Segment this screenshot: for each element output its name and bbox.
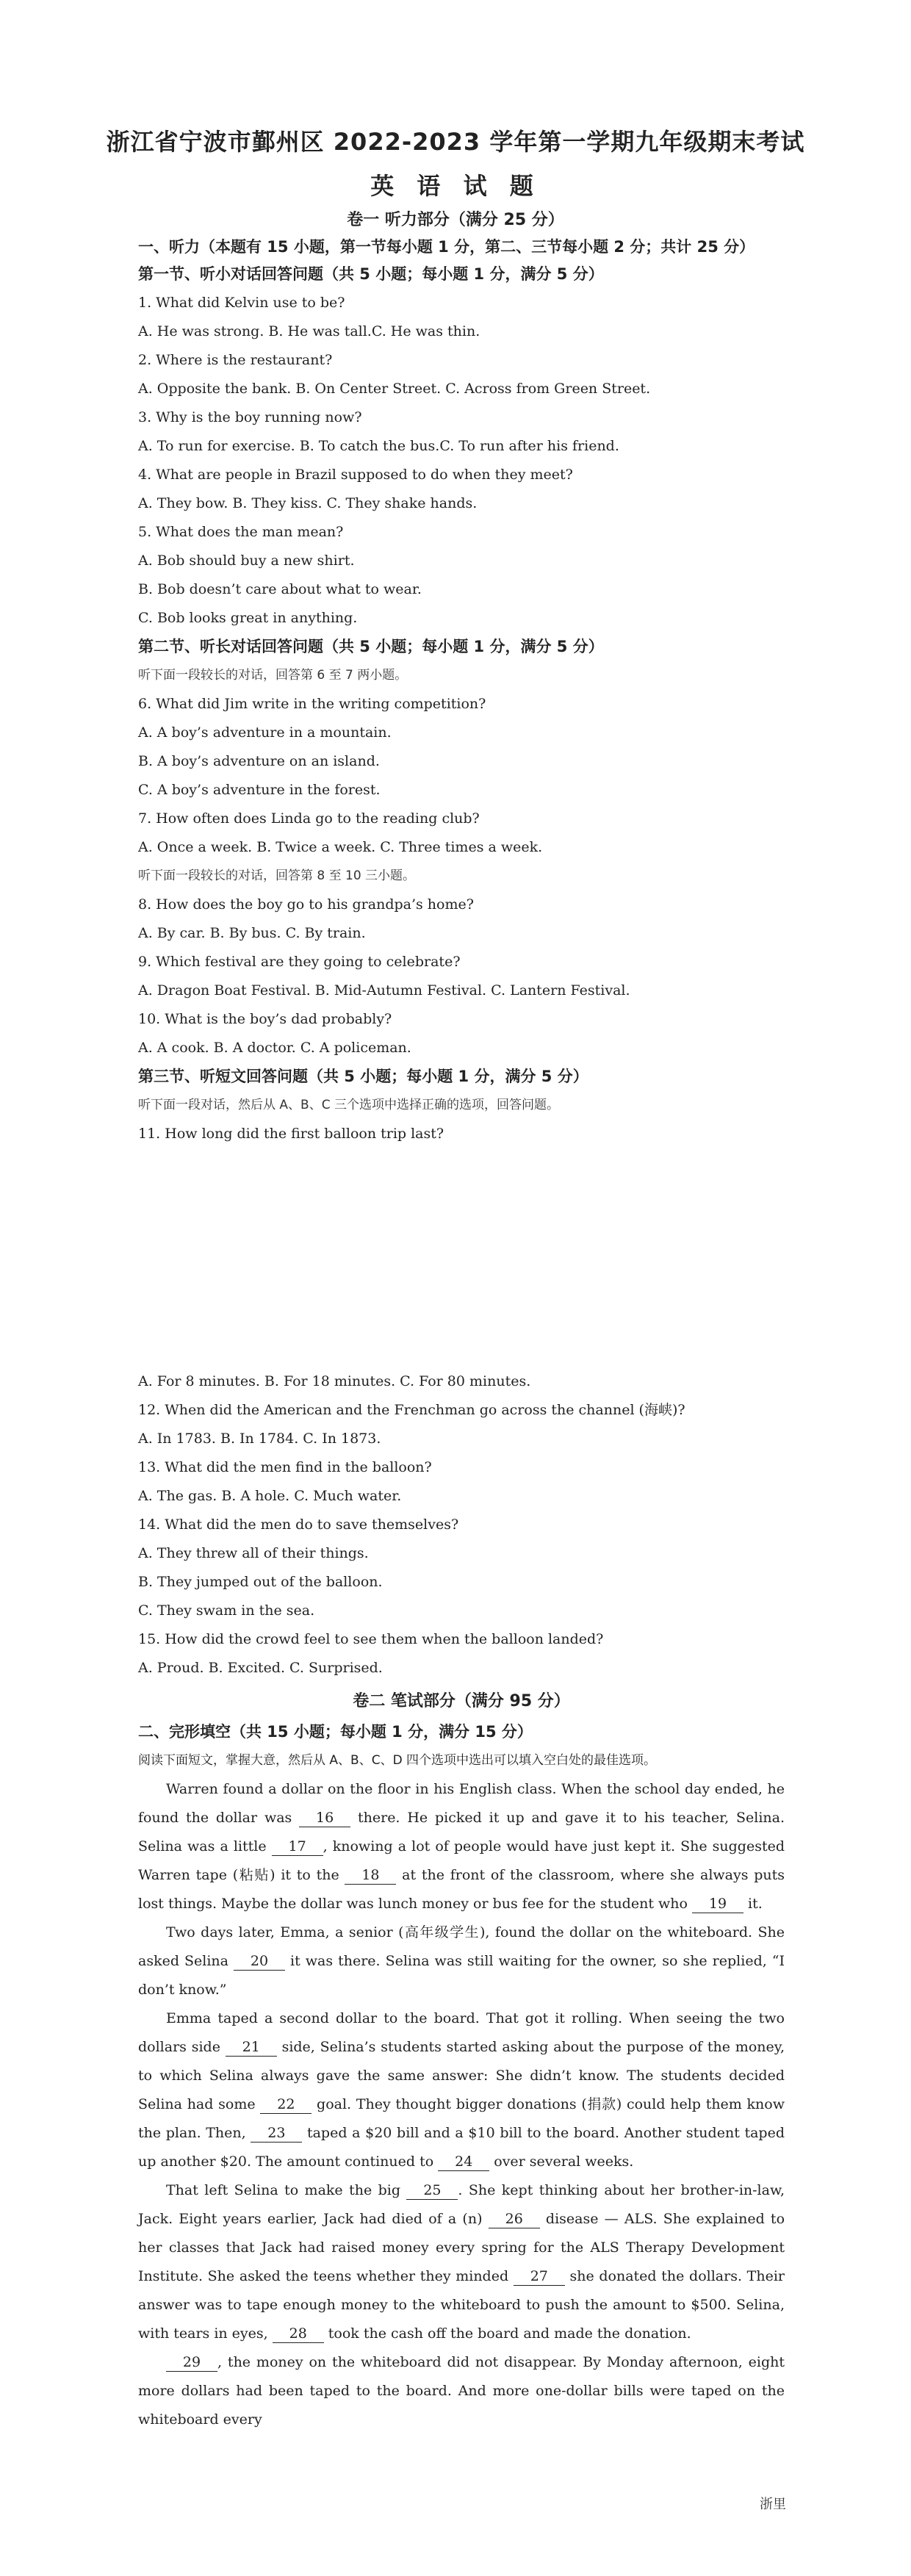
- listening-section-title: 一、听力（本题有 15 小题，第一节每小题 1 分，第二、三节每小题 2 分；共计 25 分）: [138, 238, 755, 256]
- cloze-text: there. He picked it up and gave it to his teacher, Selina. Selina was a little: [138, 1810, 785, 1854]
- listening-s3-list: [138, 1367, 785, 1683]
- cloze-text: Two days later, Emma, a senior (高年级学生), found the dollar on the whiteboard. She asked Selina: [138, 1924, 785, 1969]
- question-line: A. A boy’s adventure in a mountain.: [138, 724, 392, 741]
- question-line: 6. What did Jim write in the writing competition?: [138, 696, 486, 712]
- cloze-blank: 28: [273, 2325, 324, 2343]
- cloze-blank: 24: [438, 2153, 489, 2171]
- cloze-section-title: 二、完形填空（共 15 小题；每小题 1 分，满分 15 分）: [138, 1723, 533, 1741]
- listening-s2a-list: [138, 690, 785, 862]
- question-line: C. A boy’s adventure in the forest.: [138, 782, 381, 798]
- question-line: 15. How did the crowd feel to see them when the balloon landed?: [138, 1631, 604, 1647]
- cloze-blank: 23: [251, 2124, 302, 2143]
- part-two-heading: 卷二 笔试部分（满分 95 分）: [353, 1692, 570, 1710]
- cloze-text: she donated the dollars. Their answer was to tape enough money to the whiteboard to push the amount to $500. Selina, with tears in eyes,: [138, 2268, 785, 2342]
- listening-s1-title: 第一节、听小对话回答问题（共 5 小题；每小题 1 分，满分 5 分）: [138, 265, 604, 283]
- cloze-text: . She kept thinking about her brother-in-law, Jack. Eight years earlier, Jack had died of a (n): [138, 2182, 785, 2227]
- cloze-blank: 22: [260, 2095, 312, 2114]
- cloze-text: , the money on the whiteboard did not disappear. By Monday afternoon, eight more dollars had been taped to the board. And more one-dollar bills were taped on the whiteboard every: [138, 2354, 785, 2428]
- question-11: 11. How long did the first balloon trip last?: [138, 1126, 444, 1142]
- cloze-text: side, Selina’s students started asking about the purpose of the money, to which Selina always gave the same answer: She didn’t know. The students decided Selina had some: [138, 2039, 785, 2112]
- question-line: A. Proud. B. Excited. C. Surprised.: [138, 1660, 383, 1676]
- question-line: 3. Why is the boy running now?: [138, 409, 362, 425]
- listening-s1-list: [138, 289, 785, 633]
- cloze-paragraph-4: [138, 2176, 785, 2348]
- cloze-blank: 17: [272, 1838, 323, 1856]
- question-line: 10. What is the boy’s dad probably?: [138, 1011, 392, 1027]
- question-line: 12. When did the American and the Frenchman go across the channel (海峡)?: [138, 1402, 685, 1418]
- question-line: 9. Which festival are they going to celebrate?: [138, 954, 461, 970]
- listening-s2-note-2: 听下面一段较长的对话，回答第 8 至 10 三小题。: [138, 868, 416, 883]
- cloze-text: Emma taped a second dollar to the board. That got it rolling. When seeing the two dollars side: [138, 2010, 785, 2055]
- listening-s2b-list: [138, 891, 785, 1062]
- cloze-blank: 20: [234, 1952, 285, 1971]
- cloze-text: took the cash off the board and made the donation.: [323, 2325, 691, 2342]
- exam-title: 浙江省宁波市鄞州区 2022-2023 学年第一学期九年级期末考试: [106, 128, 805, 156]
- question-line: A. Once a week. B. Twice a week. C. Three times a week.: [138, 839, 543, 855]
- question-line: 1. What did Kelvin use to be?: [138, 295, 345, 311]
- cloze-text: , knowing a lot of people would have just kept it. She suggested Warren tape (粘贴) it to the: [138, 1838, 785, 1883]
- question-line: A. By car. B. By bus. C. By train.: [138, 925, 366, 941]
- exam-content: [138, 234, 785, 2434]
- cloze-text: That left Selina to make the big: [166, 2182, 407, 2198]
- listening-s3-note: 听下面一段对话，然后从 A、B、C 三个选项中选择正确的选项，回答问题。: [138, 1098, 559, 1112]
- question-line: 4. What are people in Brazil supposed to do when they meet?: [138, 467, 573, 483]
- question-line: A. Opposite the bank. B. On Center Street. C. Across from Green Street.: [138, 381, 651, 397]
- question-line: A. For 8 minutes. B. For 18 minutes. C. For 80 minutes.: [138, 1373, 531, 1389]
- question-line: 14. What did the men do to save themselves?: [138, 1517, 459, 1533]
- cloze-blank: 27: [514, 2267, 565, 2286]
- question-line: B. A boy’s adventure on an island.: [138, 753, 380, 769]
- cloze-text: over several weeks.: [489, 2154, 634, 2170]
- question-line: B. They jumped out of the balloon.: [138, 1574, 383, 1590]
- question-line: A. Dragon Boat Festival. B. Mid-Autumn Festival. C. Lantern Festival.: [138, 982, 630, 999]
- cloze-blank: 21: [226, 2038, 277, 2057]
- listening-s2-title: 第二节、听长对话回答问题（共 5 小题；每小题 1 分，满分 5 分）: [138, 638, 604, 655]
- question-line: A. He was strong. B. He was tall.C. He was thin.: [138, 323, 480, 339]
- question-line: 7. How often does Linda go to the reading club?: [138, 810, 480, 827]
- cloze-instruction: 阅读下面短文，掌握大意，然后从 A、B、C、D 四个选项中选出可以填入空白处的最佳选项。: [138, 1753, 657, 1768]
- cloze-blank: 26: [489, 2210, 540, 2228]
- part-one-heading: 卷一 听力部分（满分 25 分）: [347, 211, 564, 229]
- listening-s3-title: 第三节、听短文回答问题（共 5 小题；每小题 1 分，满分 5 分）: [138, 1068, 588, 1085]
- cloze-blank: 19: [692, 1895, 743, 1913]
- question-line: A. The gas. B. A hole. C. Much water.: [138, 1488, 402, 1504]
- cloze-paragraph-1: [138, 1775, 785, 1918]
- blank-space: [138, 1148, 785, 1367]
- question-line: A. A cook. B. A doctor. C. A policeman.: [138, 1040, 411, 1056]
- exam-subtitle: 英 语 试 题: [370, 172, 541, 200]
- cloze-text: it was there. Selina was still waiting for the owner, so she replied, “I don’t know.”: [138, 1953, 785, 1998]
- question-line: 2. Where is the restaurant?: [138, 352, 333, 368]
- listening-s2-note-1: 听下面一段较长的对话，回答第 6 至 7 两小题。: [138, 668, 408, 683]
- question-line: 13. What did the men find in the balloon?: [138, 1459, 432, 1475]
- cloze-paragraph-2: [138, 1918, 785, 2004]
- cloze-text: disease — ALS. She explained to her classes that Jack had raised money every spring for the ALS Therapy Development Institute. She asked the teens whether they minded: [138, 2211, 785, 2284]
- question-line: A. They bow. B. They kiss. C. They shake hands.: [138, 495, 478, 511]
- question-line: C. Bob looks great in anything.: [138, 610, 358, 626]
- question-line: A. To run for exercise. B. To catch the bus.C. To run after his friend.: [138, 438, 619, 454]
- cloze-paragraph-5: [138, 2348, 785, 2434]
- cloze-paragraph-3: [138, 2004, 785, 2176]
- question-line: C. They swam in the sea.: [138, 1602, 315, 1619]
- cloze-text: Warren found a dollar on the floor in his English class. When the school day ended, he found the dollar was: [138, 1781, 785, 1826]
- cloze-blank: 25: [406, 2181, 458, 2200]
- question-line: A. Bob should buy a new shirt.: [138, 553, 355, 569]
- cloze-text: at the front of the classroom, where she always puts lost things. Maybe the dollar was lunch money or bus fee for the student who: [138, 1867, 785, 1912]
- question-line: 8. How does the boy go to his grandpa’s home?: [138, 896, 474, 913]
- cloze-text: taped a $20 bill and a $10 bill to the board. Another student taped up another $20. The amount continued to: [138, 2125, 785, 2170]
- question-line: A. In 1783. B. In 1784. C. In 1873.: [138, 1431, 381, 1447]
- cloze-blank: 16: [299, 1809, 350, 1827]
- question-line: A. They threw all of their things.: [138, 1545, 369, 1561]
- question-line: B. Bob doesn’t care about what to wear.: [138, 581, 422, 597]
- cloze-blank: 18: [345, 1866, 396, 1885]
- cloze-blank: 29: [166, 2353, 217, 2372]
- cloze-text: goal. They thought bigger donations (捐款) could help them know the plan. Then,: [138, 2096, 785, 2141]
- cloze-text: it.: [743, 1896, 763, 1912]
- page-footer: 浙里: [760, 2497, 786, 2512]
- question-line: 5. What does the man mean?: [138, 524, 344, 540]
